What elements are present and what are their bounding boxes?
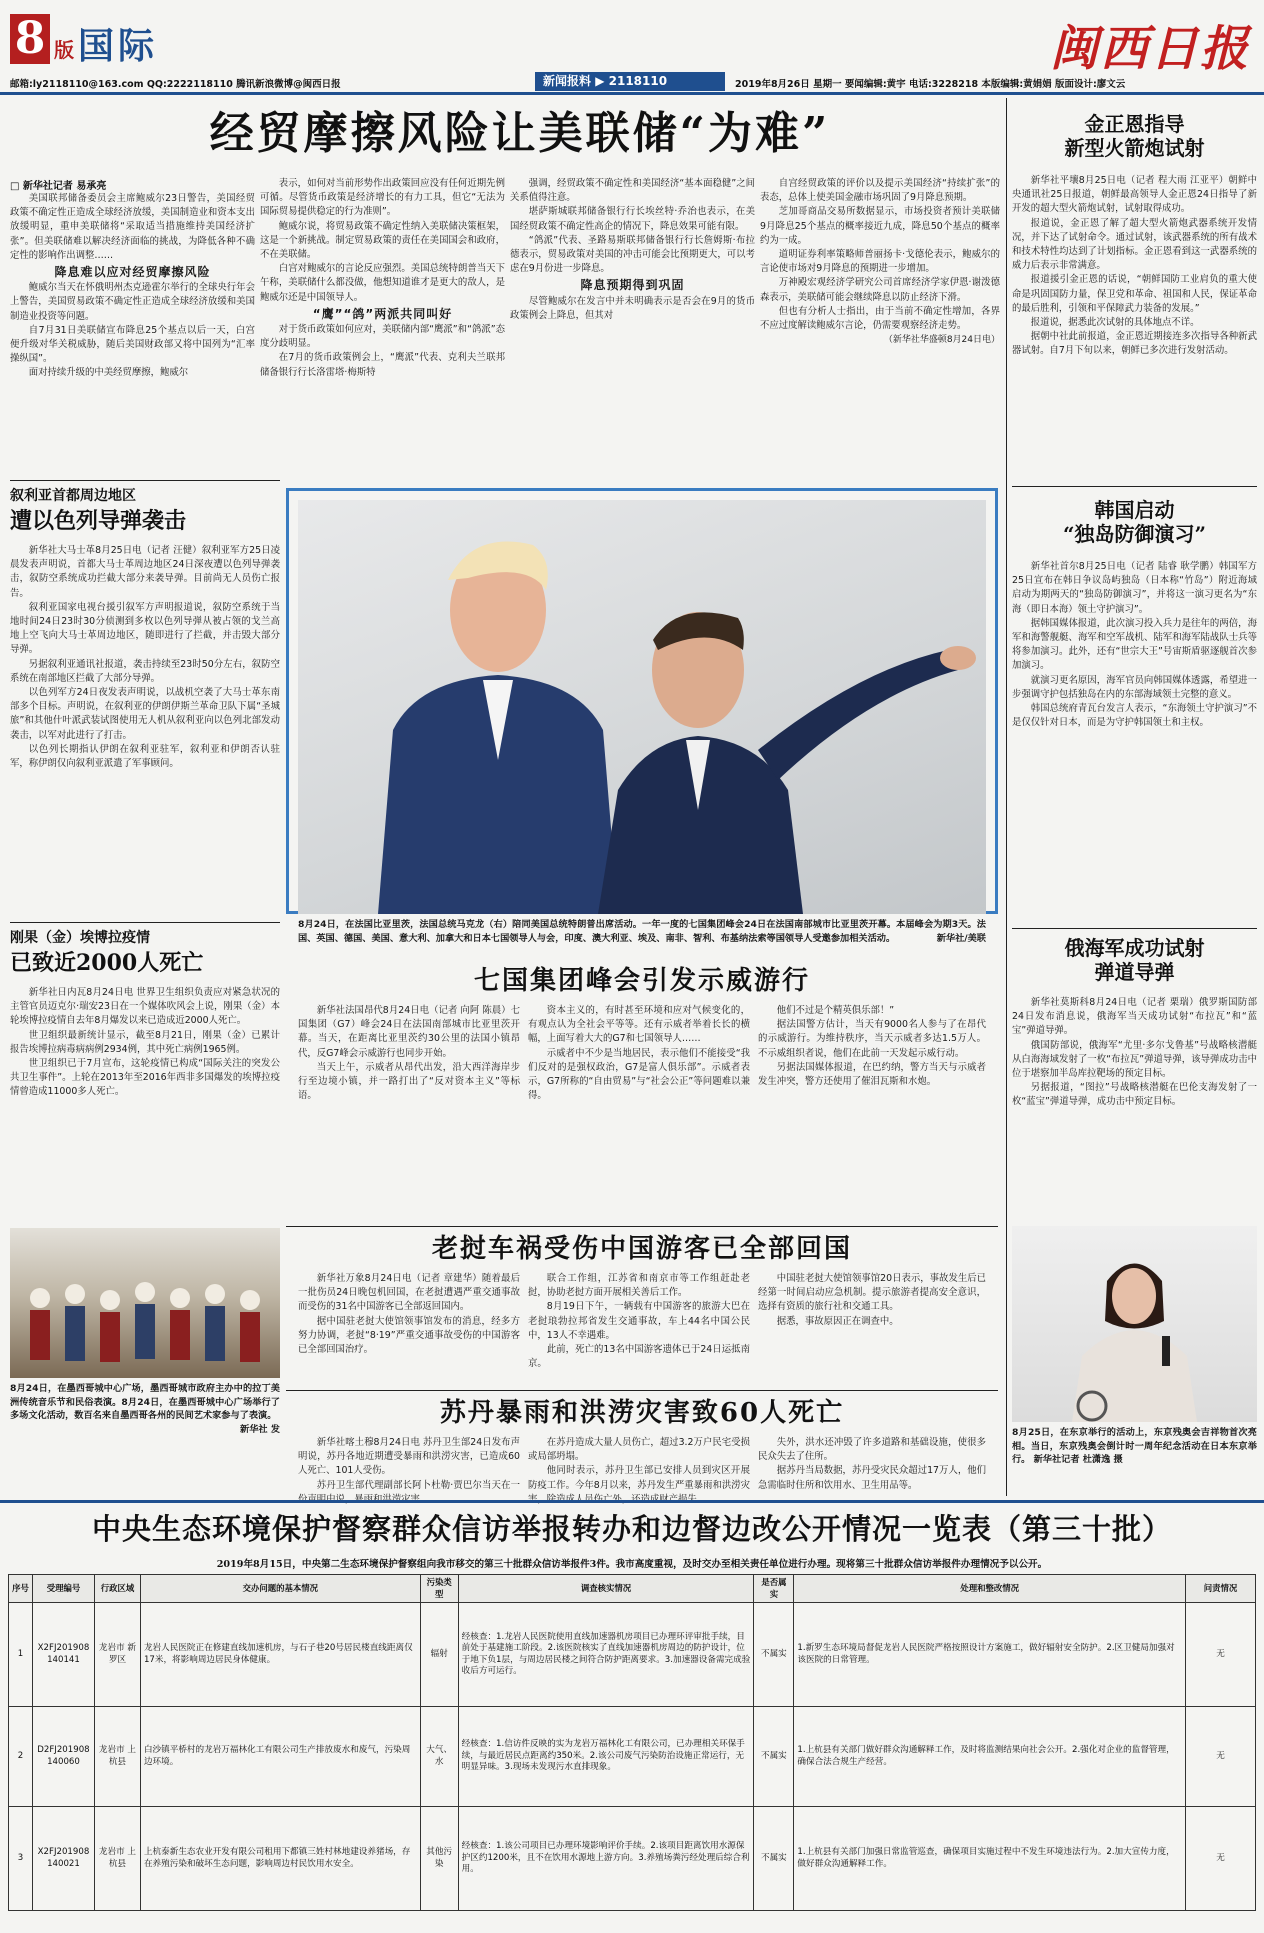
gallery-caption: 8月24日，在墨西哥城中心广场，墨西哥城市政府主办中的拉丁美洲传统音乐节和民俗表演。8月24日，在墨西哥城中心广场举行了多场文化活动，数百名来自墨西哥各州的民间艺术家参与了表演。 新华社 发 [10, 1383, 280, 1435]
contact-line: 邮箱:ly2118110@163.com QQ:2222118110 腾讯新浪微博@闽西日报 [10, 79, 341, 90]
cell-problem: 上杭泰新生态农业开发有限公司租用下都镇三姓村林地建设养猪场，存在养殖污染和破坏生态问题，影响周边村民饮用水安全。 [140, 1807, 420, 1911]
divider [1012, 928, 1257, 929]
table-header-row [9, 1575, 1256, 1603]
arrow-icon: ▶ [595, 74, 605, 88]
column-header: 序号 [9, 1575, 33, 1603]
divider [10, 922, 280, 923]
page-number-badge: 8 [10, 14, 50, 64]
sudan-column-3: 失外，洪水还冲毁了许多道路和基础设施，使很多民众失去了住所。 据苏丹当局数据，苏丹受灾民众超过17万人，他们急需临时住所和饮用水、卫生用品等。 [758, 1437, 986, 1491]
cell-action: 1.上杭县有关部门做好群众沟通解释工作，及时将监测结果向社会公开。2.强化对企业的监督管理，确保合法合规生产经营。 [794, 1707, 1186, 1807]
supervision-title: 中央生态环境保护督察群众信访举报转办和边督边改公开情况一览表（第三十批） [91, 1512, 1172, 1546]
portrait-caption: 8月25日，在东京举行的活动上，东京残奥会吉祥物首次亮相。当日，东京残奥会倒计时一周年纪念活动在日本东京举行。 新华社记者 杜潇逸 摄 [1012, 1427, 1257, 1465]
cell-true: 不属实 [754, 1603, 794, 1707]
tourists-headline: 老挝车祸受伤中国游客已全部回国 [431, 1234, 852, 1264]
lead-column-4: 自宫经贸政策的评价以及提示美国经济“持续扩张”的表态，总体上使美国金融市场巩固了9月降息预期。 芝加哥商品交易所数据显示，市场投资者预计美联储9月降息25个基点的概率接近九成，降息50个基点的概率约为一成。 道明证券利率策略师普丽扬卡·戈德伦表示，鲍威尔的言论使市场对9月降息的预期进一步增加。 万神殿宏观经济学研究公司首席经济学家伊恩·谢泼德森表示，美联储可能会继续降息以防止经济下滑。 但也有分析人士指出，由于当前不确定性增加，各界不应过度解读鲍威尔言论，仍需要观察经济走势。 （新华社华盛顿8月24日电） [760, 178, 1000, 346]
divider [286, 1390, 998, 1391]
cell-region: 龙岩市 新罗区 [94, 1603, 140, 1707]
lead-column-3: 强调，经贸政策不确定性和美国经济“基本面稳健”之间关系值得注意。 堪萨斯城联邦储备银行行长埃丝特·乔治也表示，在美国经贸政策不确定性高企的情况下，降息效果可能有限。 “鸽派”代表、圣路易斯联邦储备银行行长詹姆斯·布拉德表示，贸易政策对美国的冲击可能会比预期更大，可以考虑在9月份进一步降息。 降息预期得到巩固 尽管鲍威尔在发言中并未明确表示是否会在9月的货币政策例会上降息，但其对 [510, 178, 755, 321]
cell-type: 其他污染 [420, 1807, 458, 1911]
lead-column-2: 表示，如何对当前形势作出政策回应没有任何近期先例可循。尽管货币政策是经济增长的有力工具，但它“无法为国际贸易提供稳定的行为准则”。 鲍威尔说，将贸易政策不确定性纳入美联储决策框架，这是一个新挑战。制定贸易政策的责任在美国国会和政府，不在美联储。 白宫对鲍威尔的言论反应强烈。美国总统特朗普当天下午称，美联储什么都没做，他想知道谁才是更大的敌人，是鲍威尔还是中国领导人。 “鹰”“鸽”两派共同叫好 对于货币政策如何应对，美联储内部“鹰派”和“鸽派”态度分歧明显。 在7月的货币政策例会上，“鹰派”代表、克利夫兰联邦储备银行行长洛雷塔·梅斯特 [260, 178, 505, 378]
g7-column-2: 资本主义的，有时甚至环境和应对气候变化的，有观点认为全社会平等等。还有示威者举着长长的横幅，上面写着大大的G7和七国领导人…… 示威者中不少是当地居民，表示他们不能接受“我们反对的是强权政治，G7是富人俱乐部”。示威者表示，G7所称的“自由贸易”与“社会公正”等问题难以兼得。 [528, 1005, 750, 1102]
cell-no: 3 [9, 1807, 33, 1911]
ebola-article: 新华社日内瓦8月24日电 世界卫生组织负责应对紧急状况的主管官员迈克尔·瑞安23日在一个媒体吹风会上说，刚果（金）本轮埃博拉疫情自去年8月爆发以来已造成近2000人死亡。 世卫组织最新统计显示，截至8月21日，刚果（金）已累计报告埃博拉病毒病病例2934例，其中死亡病例1965例。 世卫组织已于7月宣布，这轮疫情已构成“国际关注的突发公共卫生事件”。上轮在2013年至2016年西非多国爆发的埃博拉疫情曾造成11000多人死亡。 [10, 987, 280, 1098]
cell-accountability: 无 [1186, 1707, 1256, 1807]
cell-no: 1 [9, 1603, 33, 1707]
sudan-column-2: 在苏丹造成大量人员伤亡，超过3.2万户民宅受损或局部坍塌。 他同时表示，苏丹卫生部已安排人员到灾区开展防疫工作。今年8月以来，苏丹发生严重暴雨和洪涝灾 [528, 1437, 750, 1491]
lead-byline: □ 新华社记者 易承亮 [10, 181, 107, 192]
divider [286, 1226, 998, 1227]
supervision-table [8, 1574, 1256, 1911]
cell-problem: 龙岩人民医院正在修建直线加速机房，与石子巷20号居民楼直线距离仅17米，将影响周边居民身体健康。 [140, 1603, 420, 1707]
cell-finding: 经核查：1.龙岩人民医院使用直线加速器机房项目已办理环评审批手续，目前处于基建施工阶段。2.该医院核实了直线加速器机房周边的防护设计，位于地下负1层，与周边居民楼之间符合防护距离要求。3.加速器设备需完成验收后方可运行。 [458, 1603, 754, 1707]
divider [10, 480, 280, 481]
masthead-rule [0, 92, 1264, 95]
cell-true: 不属实 [754, 1807, 794, 1911]
cell-accountability: 无 [1186, 1807, 1256, 1911]
korea-article: 新华社首尔8月25日电（记者 陆睿 耿学鹏）韩国军方25日宣布在韩日争议岛屿独岛（日本称“竹岛”）附近海域启动为期两天的“独岛防御演习”，并将这一演习更名为“东海（即日本海）领土守护演习”。 据韩国媒体报道，此次演习投入兵力是往年的两倍，海军和海警舰艇、海军和空军战机、陆军和海军陆战队士兵等将参加演习。此外，还有“世宗大王”号宙斯盾驱逐舰首次参加演习。 就演习更名原因，海军官员向韩国媒体透露，希望进一步强调守护包括独岛在内的东部海域领土完整的意义。 韩国总统府青瓦台发言人表示，“东海领土守护演习”不是仅仅针对日本，而是为守护韩国领土和主权。 [1012, 561, 1257, 729]
performers-figure [10, 1228, 280, 1378]
divider [1012, 486, 1257, 487]
column-header: 交办问题的基本情况 [140, 1575, 420, 1603]
page-suffix: 版 [54, 38, 74, 62]
cell-region: 龙岩市 上杭县 [94, 1707, 140, 1807]
syria-kicker: 叙利亚首都周边地区 [10, 488, 136, 504]
syria-article: 新华社大马士革8月25日电（记者 汪健）叙利亚军方25日凌晨发表声明说，首都大马士革周边地区24日深夜遭以色列导弹袭击，叙防空系统成功拦截大部分来袭导弹。目前尚无人员伤亡报告。 叙利亚国家电视台援引叙军方声明报道说，叙防空系统于当地时间24日23时30分侦测到多枚以色列导弹从被占领的戈兰高地上空飞向大马士革周边地区，随即进行了拦截，并击毁大部分导弹。 另据叙利亚通讯社报道，袭击持续至23时50分左右，叙防空系统在南部地区拦截了大部分导弹。 以色列军方24日夜发表声明说，以战机空袭了大马士革东南部多个目标。声明说，在叙利亚的伊朗伊斯兰革命卫队下属“圣城旅”和其他什叶派武装试图使用无人机从叙利亚向以色列北部发动袭击，以军对此进行了打击。 以色列长期指认伊朗在叙利亚驻军，叙利亚和伊朗否认驻军，称伊朗仅向叙利亚派遣了军事顾问。 [10, 545, 280, 770]
column-divider [1006, 98, 1007, 1496]
masthead [0, 0, 1264, 92]
column-header: 受理编号 [32, 1575, 94, 1603]
hotline-number: 2118110 [608, 74, 668, 88]
cell-action: 1.上杭县有关部门加强日常监管巡查，确保项目实施过程中不发生环境违法行为。2.加大宣传力度，做好群众沟通解释工作。 [794, 1807, 1186, 1911]
syria-headline: 遭以色列导弹袭击 [10, 508, 187, 534]
hotline-box [535, 72, 725, 91]
lead-column-1: 美国联邦储备委员会主席鲍威尔23日警告，美国经贸政策不确定性正造成全球经济放缓，美国制造业和资本支出放缓明显，重申美联储将“采取适当措施维持美国经济扩张”。但美联储难以解决经济面临的挑战，为降低各种不确定性的影响作出调整…… 降息难以应对经贸摩擦风险 鲍威尔当天在怀俄明州杰克逊霍尔举行的全球央行年会上警告，美国贸易政策不确定性正造成全球经济放缓和美国制造业投资等问题。 自7月31日美联储宣布降息25个基点以后一天，白宫便升级对华关税威胁，随后美国财政部又将中国列为“汇率操纵国”。 面对持续升级的中美经贸摩擦，鲍威尔 [10, 193, 255, 379]
table-top-rule [0, 1500, 1264, 1503]
cell-finding: 经核查：1.信访件反映的实为龙岩万福林化工有限公司，已办理相关环保手续，与最近居民点距离约350米。2.该公司废气污染防治设施正常运行，无明显异味。3.现场未发现污水直排现象。 [458, 1707, 754, 1807]
table-row [9, 1603, 1256, 1707]
russia-headline: 俄海军成功试射 弹道导弹 [1064, 936, 1205, 984]
cell-code: D2FJ201908 140060 [32, 1707, 94, 1807]
lead-headline: 经贸摩擦风险让美联储“为难” [209, 108, 831, 159]
table-row [9, 1807, 1256, 1911]
sudan-headline: 苏丹暴雨和洪涝灾害致60人死亡 [439, 1398, 845, 1428]
g7-column-3: 他们不过是个精英俱乐部！” 据法国警方估计，当天有9000名人参与了在昂代的示威游行。为维持秩序，当天示威者多达1.5万人。不示威组织者说，他们在此前一天发起示威行动。 另据法国媒体报道，在巴约纳，警方当天与示威者发生冲突，警方还使用了催泪瓦斯和水炮。 [758, 1005, 986, 1088]
column-header: 处理和整改情况 [794, 1575, 1186, 1603]
cell-code: X2FJ201908 140141 [32, 1603, 94, 1707]
column-header: 污染类型 [420, 1575, 458, 1603]
main-photo [298, 500, 986, 914]
cell-finding: 经核查：1.该公司项目已办理环境影响评价手续。2.该项目距离饮用水源保护区约1200米，且不在饮用水源地上游方向。3.养殖场粪污经处理后综合利用。 [458, 1807, 754, 1911]
ebola-kicker: 刚果（金）埃博拉疫情 [10, 930, 150, 946]
speaker-figure [1012, 1226, 1257, 1422]
cell-code: X2FJ201908 140021 [32, 1807, 94, 1911]
cell-type: 辐射 [420, 1603, 458, 1707]
cell-accountability: 无 [1186, 1603, 1256, 1707]
column-header: 问责情况 [1186, 1575, 1256, 1603]
supervision-table-wrap [8, 1574, 1256, 1926]
section-title: 国际 [78, 25, 159, 67]
russia-article: 新华社莫斯科8月24日电（记者 栗瑞）俄罗斯国防部24日发布消息说，俄海军当天成功试射“布拉瓦”和“蓝宝”弹道导弹。 俄国防部说，俄海军“尤里·多尔戈鲁基”号战略核潜艇从白海海域发射了一枚“布拉瓦”弹道导弹，该导弹成功击中位于堪察加半岛库拉靶场的预定目标。 另据报道，“图拉”号战略核潜艇在巴伦支海发射了一枚“蓝宝”弹道导弹，成功击中预定目标。 [1012, 997, 1257, 1108]
tourists-column-1: 新华社万象8月24日电（记者 章建华）随着最后一批伤员24日晚包机回国，在老挝遭遇严重交通事故而受伤的31名中国游客已全部返回国内。 据中国驻老挝大使馆领事馆发布的消息，经多方努力协调，老挝“8·19”严重交通事故受伤的中国游客已全部回国治疗。 [298, 1273, 520, 1356]
newspaper-logo: 闽西日报 [1049, 21, 1250, 77]
tourists-column-3: 中国驻老挝大使馆领事馆20日表示，事故发生后已经第一时间启动应急机制。提示旅游者提高安全意识，选择有资质的旅行社和交通工具。 据悉，事故原因正在调查中。 [758, 1273, 986, 1327]
sudan-column-1: 新华社喀土穆8月24日电 苏丹卫生部24日发布声明说，苏丹各地近期遭受暴雨和洪涝灾害，已造成60人死亡、101人受伤。 苏丹卫生部代理副部长阿卜杜勒·贾巴尔当天在一 [298, 1437, 520, 1491]
main-photo-caption: 8月24日，在法国比亚里茨，法国总统马克龙（右）陪同美国总统特朗普出席活动。一年一度的七国集团峰会24日在法国南部城市比亚里茨开幕。本届峰会为期3天。法国、英国、德国、美国、意大利、加拿大和日本七国领导人与会，印度、澳大利亚、埃及、南非、智利、布基纳法索等国领导人受邀参加相关活动。 新华社/美联 [298, 919, 986, 944]
g7-column-1: 新华社法国昂代8月24日电（记者 向阿 陈晨）七国集团（G7）峰会24日在法国南部城市比亚里茨开幕。当天，在距离比亚里茨约30公里的法国小镇昂代，反G7峰会示威游行也同步开始。 当天上午，示威者从昂代出发，沿大西洋海岸步行至边境小镇，并一路打出了“反对资本主义”等标语。 [298, 1005, 520, 1102]
cell-true: 不属实 [754, 1707, 794, 1807]
supervision-intro: 2019年8月15日，中央第二生态环境保护督察组向我市移交的第三十批群众信访举报件3件。我市高度重视，及时交办至相关责任单位进行办理。现将第三十批群众信访举报件办理情况予以公开。 [216, 1559, 1048, 1570]
gallery-photo [10, 1228, 280, 1378]
kim-headline: 金正恩指导 新型火箭炮试射 [1064, 112, 1205, 160]
column-header: 行政区域 [94, 1575, 140, 1603]
cell-no: 2 [9, 1707, 33, 1807]
column-header: 是否属实 [754, 1575, 794, 1603]
cell-action: 1.新罗生态环境局督促龙岩人民医院严格按照设计方案施工，做好辐射安全防护。2.区卫健局加强对该医院的日常管理。 [794, 1603, 1186, 1707]
date-line: 2019年8月26日 星期一 要闻编辑:黄宇 电话:3228218 本版编辑:黄娟娟 版面设计:廖文云 [735, 79, 1126, 90]
tourists-column-2: 联合工作组，江苏省和南京市等工作组赶赴老挝，协助老挝方面开展相关善后工作。 8月19日下午，一辆载有中国游客的旅游大巴在老挝琅勃拉邦省发生交通事故，车上44名中国公民中，13人不幸遇难。 此前，死亡的13名中国游客遗体已于24日运抵南京。 [528, 1273, 750, 1370]
hotline-label: 新闻报料 [543, 74, 592, 88]
portrait-photo [1012, 1226, 1257, 1422]
column-header: 调查核实情况 [458, 1575, 754, 1603]
korea-headline: 韩国启动 “独岛防御演习” [1062, 498, 1206, 546]
ebola-headline: 已致近2000人死亡 [10, 950, 204, 976]
kim-article: 新华社平壤8月25日电（记者 程大雨 江亚平）朝鲜中央通讯社25日报道，朝鲜最高领导人金正恩24日指导了新开发的超大型火箭炮试射，试射取得成功。 报道说，金正恩了解了超大型火箭炮武器系统开发情况，并下达了试射命令。通过试射，该武器系统的所有战术和技术特性均达到了计划指标。金正恩看到这一武器系统的威力后表示非常满意。 报道援引金正恩的话说，“朝鲜国防工业肩负的重大使命是巩固国防力量，保卫党和革命、祖国和人民，保证革命的最后胜利，引领和平保障武力装备的发展。” 报道说，据悉此次试射的具体地点不详。 据朝中社此前报道，金正恩近期接连多次指导各种新武器试射。自7月下旬以来，朝鲜已多次进行发射活动。 [1012, 175, 1257, 357]
table-row [9, 1707, 1256, 1807]
cell-region: 龙岩市 上杭县 [94, 1807, 140, 1911]
cell-type: 大气、水 [420, 1707, 458, 1807]
g7-headline: 七国集团峰会引发示威游行 [473, 966, 810, 996]
leaders-figure [298, 500, 986, 914]
cell-problem: 白沙镇平桥村的龙岩万福林化工有限公司生产排放废水和废气，污染周边环境。 [140, 1707, 420, 1807]
